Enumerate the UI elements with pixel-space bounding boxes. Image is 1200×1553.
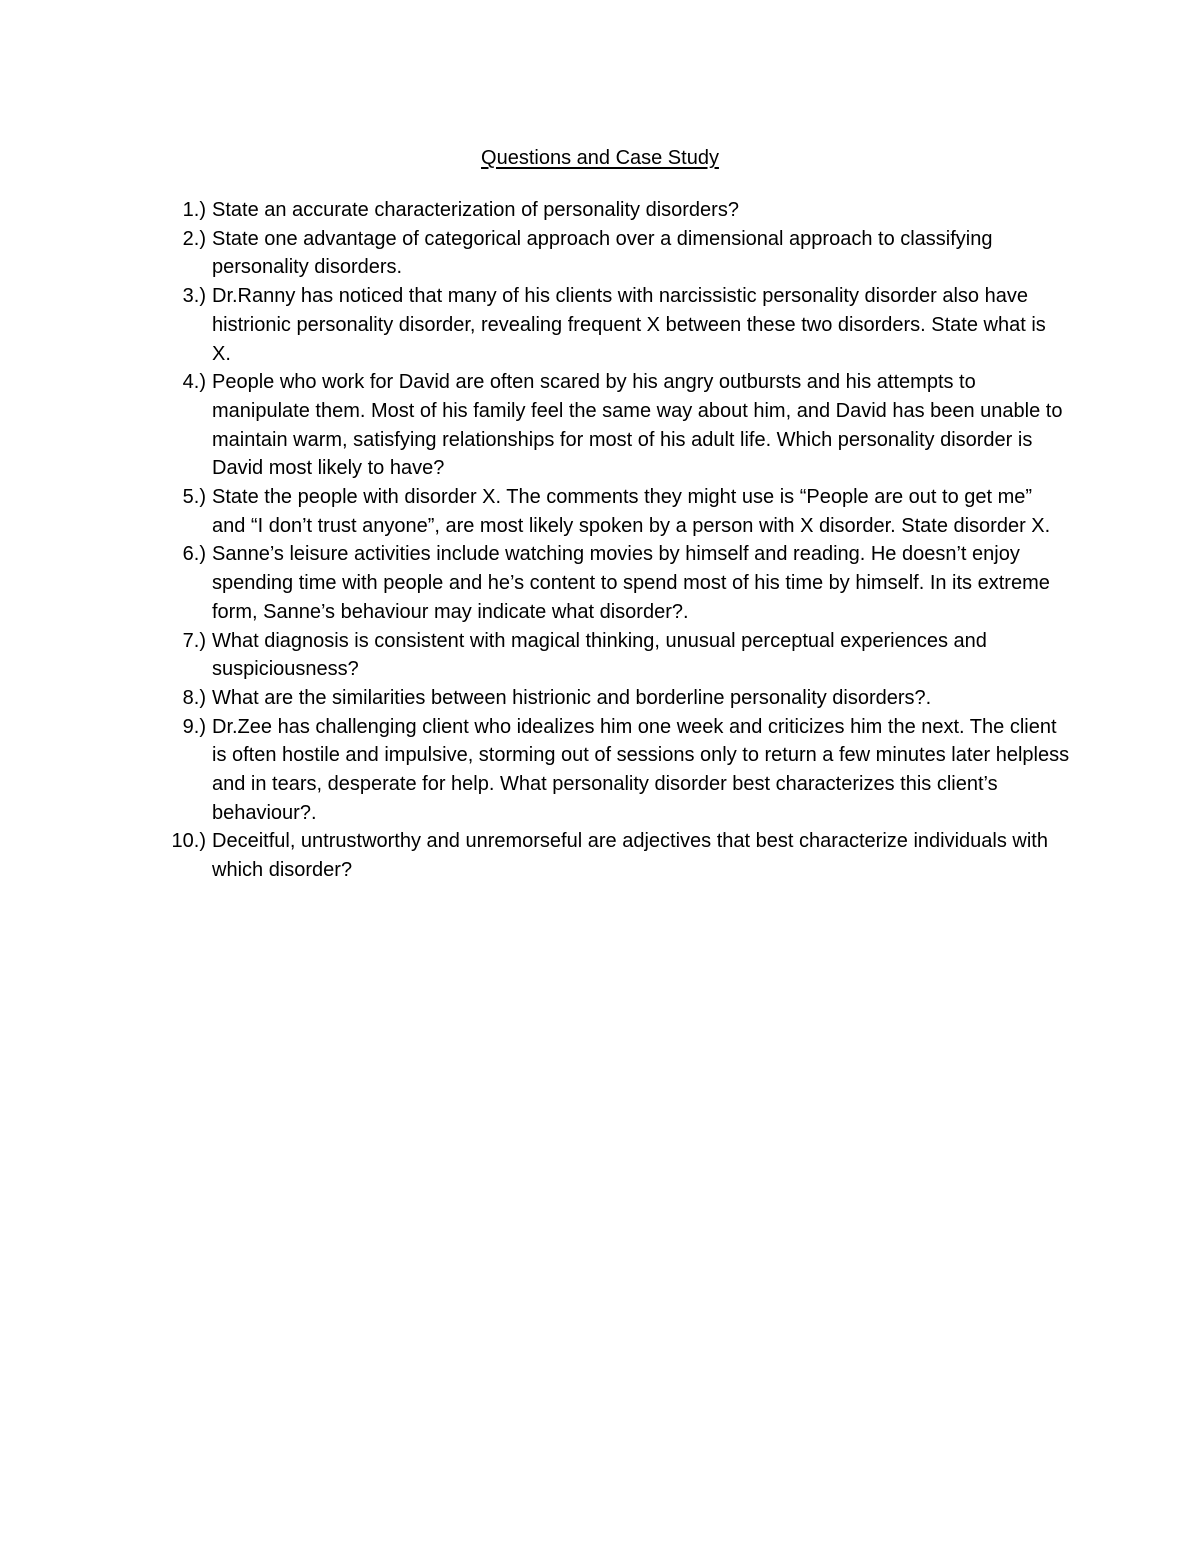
question-item: [160, 282, 1070, 368]
question-item: [160, 225, 1070, 282]
question-text: State an accurate characterization of personality disorders?: [212, 199, 739, 221]
question-number: 2.): [182, 227, 206, 250]
question-number: 10.): [171, 830, 206, 853]
question-list: [160, 196, 1070, 885]
question-text: State one advantage of categorical approach over a dimensional approach to classifying personality disorders.: [212, 227, 993, 279]
question-text: Sanne’s leisure activities include watching movies by himself and reading. He doesn’t enjoy spending time with people and he’s content to spend most of his time by himself. In its extreme form, Sanne’s behaviour may indicate what disorder?.: [212, 543, 1050, 623]
question-text: State the people with disorder X. The comments they might use is “People are out to get me” and “I don’t trust anyone”, are most likely spoken by a person with X disorder. State disorder X.: [212, 486, 1051, 537]
question-number: 4.): [182, 371, 206, 394]
question-item: [160, 713, 1070, 828]
question-item: [160, 483, 1070, 540]
question-number: 1.): [182, 199, 206, 221]
question-text: What are the similarities between histrionic and borderline personality disorders?.: [212, 686, 932, 709]
question-number: 7.): [182, 629, 206, 652]
question-number: 9.): [182, 715, 206, 738]
question-item: [160, 368, 1070, 483]
question-text: What diagnosis is consistent with magical thinking, unusual perceptual experiences and suspiciousness?: [212, 629, 987, 681]
question-text: Deceitful, untrustworthy and unremorseful are adjectives that best characterize individuals with which disorder?: [212, 830, 1048, 882]
page-title: Questions and Case Study: [481, 147, 719, 169]
question-number: 5.): [182, 486, 206, 509]
question-item: [160, 627, 1070, 684]
question-text: People who work for David are often scared by his angry outbursts and his attempts to manipulate them. Most of his family feel the same way about him, and David has been unable to maintain warm, satisfying relationships for most of his adult life. Which personality disorder is David most likely to have?: [212, 371, 1063, 480]
question-number: 6.): [182, 543, 206, 566]
question-text: Dr.Ranny has noticed that many of his clients with narcissistic personality disorder also have histrionic personality disorder, revealing frequent X between these two disorders. State what is X.: [212, 285, 1046, 365]
question-number: 8.): [182, 686, 206, 709]
question-text: Dr.Zee has challenging client who idealizes him one week and criticizes him the next. The client is often hostile and impulsive, storming out of sessions only to return a few minutes later helpless and in tears, desperate for help. What personality disorder best characterizes this client’s behaviour?.: [212, 715, 1070, 824]
question-item: [160, 684, 1070, 713]
question-item: [160, 827, 1070, 884]
question-item: [160, 540, 1070, 626]
question-number: 3.): [182, 285, 206, 308]
question-item: [160, 196, 1070, 225]
